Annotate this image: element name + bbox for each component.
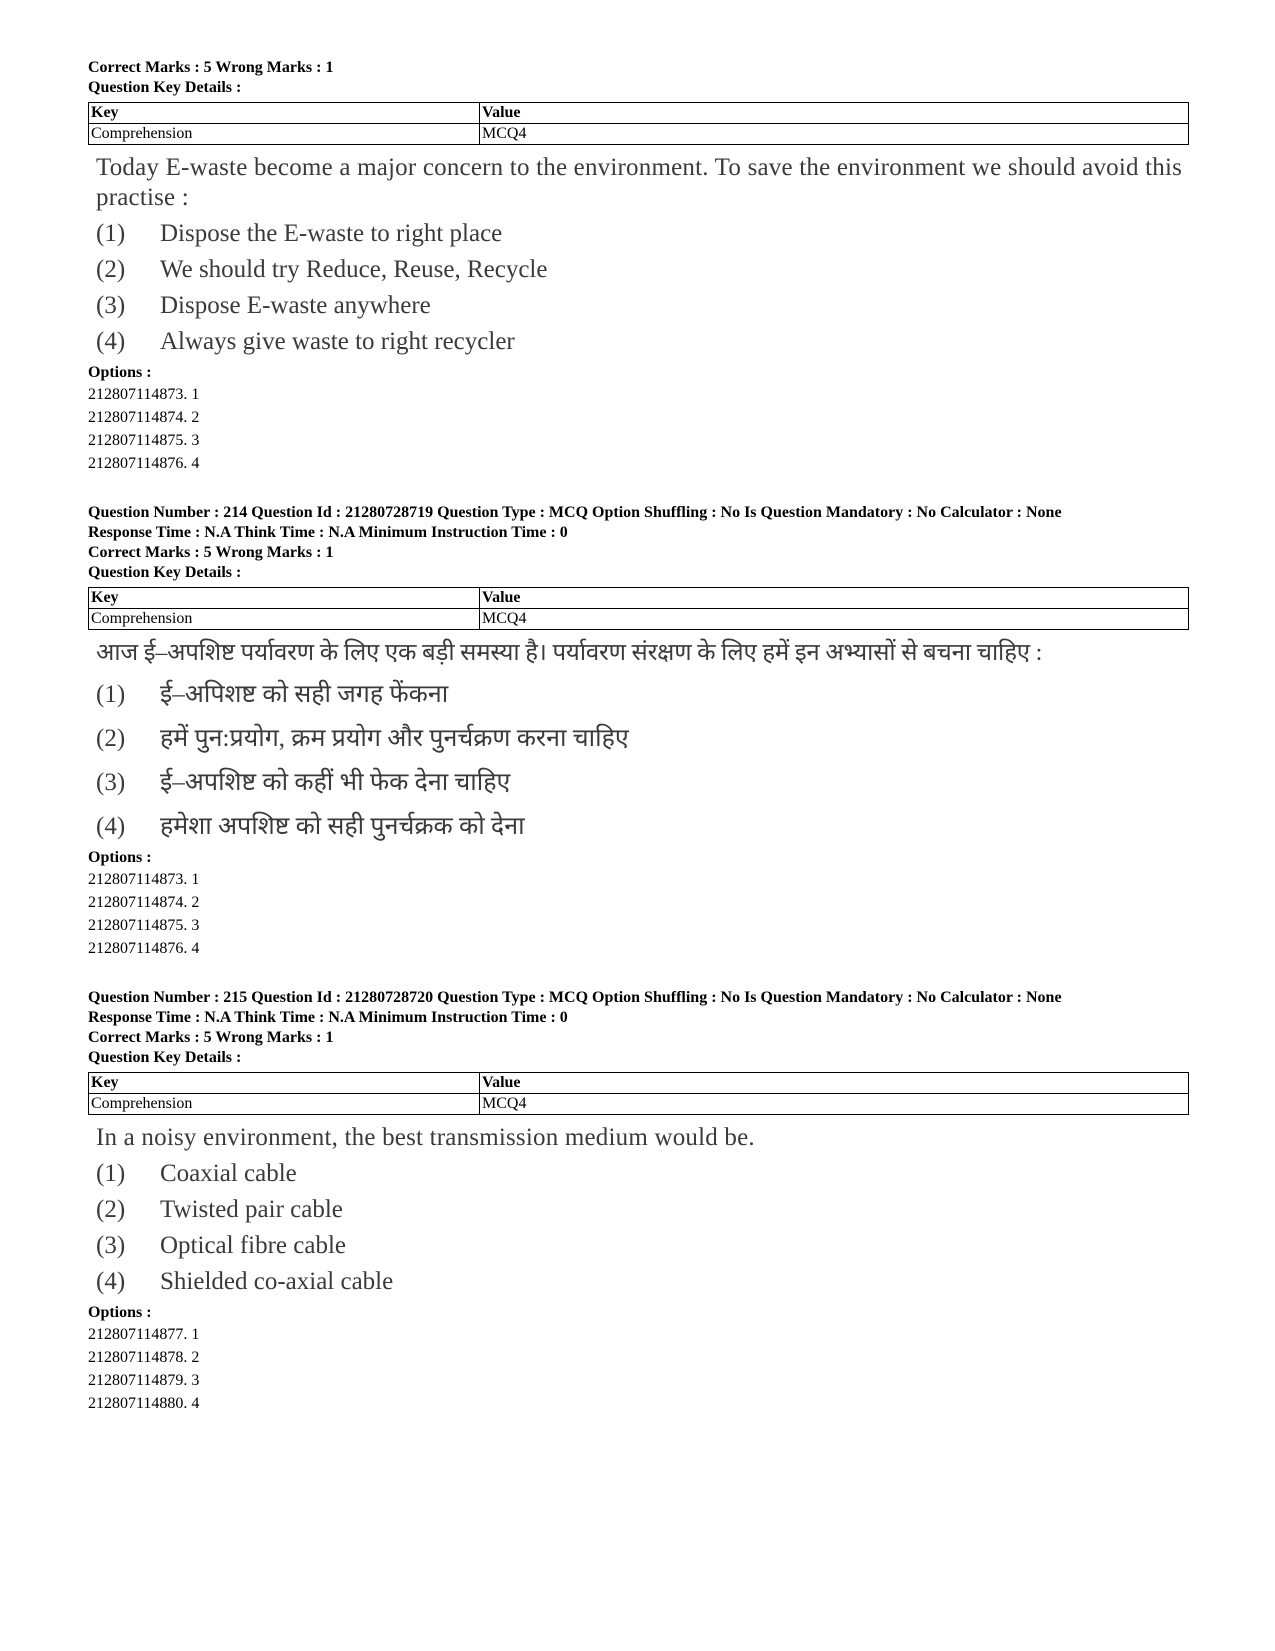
choice-item — [88, 1195, 1188, 1225]
table-header-key: Key — [89, 103, 480, 124]
key-details-label: Question Key Details : — [88, 1049, 242, 1066]
spacer — [88, 475, 1188, 503]
table-cell-key: Comprehension — [89, 1094, 480, 1115]
option-item: 212807114873. 1 — [88, 871, 200, 888]
option-item: 212807114874. 2 — [88, 409, 200, 426]
table-cell-value: MCQ4 — [480, 124, 1189, 145]
choice-number: (4) — [96, 1268, 126, 1295]
document-page — [88, 58, 1188, 1415]
question-image — [88, 153, 1188, 357]
choice-item — [88, 724, 1188, 754]
choice-number: (3) — [96, 769, 126, 796]
table-cell-key: Comprehension — [89, 609, 480, 630]
option-item: 212807114879. 3 — [88, 1372, 200, 1389]
table-row — [89, 124, 1189, 145]
choice-item — [88, 680, 1188, 710]
key-details-table — [88, 1072, 1189, 1115]
choice-text: ई–अपशिष्ट को कहीं भी फेक देना चाहिए — [160, 769, 511, 796]
choice-number: (4) — [96, 813, 126, 840]
table-row — [89, 609, 1189, 630]
marks-line: Correct Marks : 5 Wrong Marks : 1 — [88, 544, 334, 561]
marks-line: Correct Marks : 5 Wrong Marks : 1 — [88, 59, 334, 76]
choice-item — [88, 219, 1188, 249]
choice-text: ई–अपिशष्ट को सही जगह फेंकना — [160, 681, 449, 708]
question-image — [88, 638, 1188, 842]
options-label: Options : — [88, 1304, 152, 1321]
timing-line: Response Time : N.A Think Time : N.A Minimum Instruction Time : 0 — [88, 524, 568, 541]
choice-number: (2) — [96, 1196, 126, 1223]
choice-item — [88, 1231, 1188, 1261]
question-block-215 — [88, 988, 1188, 1415]
key-details-label: Question Key Details : — [88, 79, 242, 96]
choice-text: Optical fibre cable — [160, 1232, 347, 1259]
table-header-row — [89, 1073, 1189, 1094]
marks-line: Correct Marks : 5 Wrong Marks : 1 — [88, 1029, 334, 1046]
key-details-label: Question Key Details : — [88, 564, 242, 581]
choice-item — [88, 327, 1188, 357]
table-header-row — [89, 588, 1189, 609]
timing-line: Response Time : N.A Think Time : N.A Minimum Instruction Time : 0 — [88, 1009, 568, 1026]
choice-number: (2) — [96, 256, 126, 283]
question-block-214 — [88, 503, 1188, 960]
question-stem: In a noisy environment, the best transmission medium would be. — [96, 1124, 755, 1151]
table-header-row — [89, 103, 1189, 124]
table-header-value: Value — [480, 588, 1189, 609]
option-item: 212807114875. 3 — [88, 432, 200, 449]
question-header: Question Number : 214 Question Id : 21280728719 Question Type : MCQ Option Shuffling : No Is Question Mandatory : No Calculator : None — [88, 504, 1062, 521]
choice-number: (3) — [96, 292, 126, 319]
choice-item — [88, 291, 1188, 321]
choice-number: (1) — [96, 681, 126, 708]
table-cell-value: MCQ4 — [480, 1094, 1189, 1115]
choice-text: हमें पुन:प्रयोग, क्रम प्रयोग और पुनर्चक्रण करना चाहिए — [160, 725, 629, 752]
option-item: 212807114874. 2 — [88, 894, 200, 911]
question-header: Question Number : 215 Question Id : 21280728720 Question Type : MCQ Option Shuffling : No Is Question Mandatory : No Calculator : None — [88, 989, 1062, 1006]
question-image — [88, 1123, 1188, 1297]
choice-text: Dispose the E-waste to right place — [160, 220, 503, 247]
choice-item — [88, 1159, 1188, 1189]
option-item: 212807114876. 4 — [88, 455, 200, 472]
choice-number: (1) — [96, 220, 126, 247]
choice-text: Dispose E-waste anywhere — [160, 292, 431, 319]
question-stem: आज ई–अपशिष्ट पर्यावरण के लिए एक बड़ी समस्या है। पर्यावरण संरक्षण के लिए हमें इन अभ्यासों से बचना चाहिए : — [96, 640, 1043, 666]
choice-item — [88, 255, 1188, 285]
options-label: Options : — [88, 849, 152, 866]
choice-item — [88, 1267, 1188, 1297]
table-header-key: Key — [89, 1073, 480, 1094]
option-item: 212807114875. 3 — [88, 917, 200, 934]
choice-text: हमेशा अपशिष्ट को सही पुनर्चक्रक को देना — [160, 813, 525, 840]
key-details-table — [88, 587, 1189, 630]
choice-number: (4) — [96, 328, 126, 355]
choice-number: (3) — [96, 1232, 126, 1259]
option-item: 212807114877. 1 — [88, 1326, 200, 1343]
question-stem: Today E-waste become a major concern to the environment. To save the environment we should avoid this practise : — [96, 154, 1183, 211]
option-item: 212807114876. 4 — [88, 940, 200, 957]
option-item: 212807114873. 1 — [88, 386, 200, 403]
options-label: Options : — [88, 364, 152, 381]
table-cell-value: MCQ4 — [480, 609, 1189, 630]
table-header-value: Value — [480, 1073, 1189, 1094]
key-details-table — [88, 102, 1189, 145]
option-item: 212807114880. 4 — [88, 1395, 200, 1412]
choice-item — [88, 768, 1188, 798]
choice-number: (1) — [96, 1160, 126, 1187]
choice-text: Shielded co-axial cable — [160, 1268, 394, 1295]
option-item: 212807114878. 2 — [88, 1349, 200, 1366]
table-header-key: Key — [89, 588, 480, 609]
choice-text: We should try Reduce, Reuse, Recycle — [160, 256, 548, 283]
table-cell-key: Comprehension — [89, 124, 480, 145]
question-block-213 — [88, 58, 1188, 475]
table-row — [89, 1094, 1189, 1115]
table-header-value: Value — [480, 103, 1189, 124]
choice-item — [88, 812, 1188, 842]
choice-text: Always give waste to right recycler — [160, 328, 515, 355]
spacer — [88, 960, 1188, 988]
choice-text: Twisted pair cable — [160, 1196, 343, 1223]
choice-text: Coaxial cable — [160, 1160, 297, 1187]
choice-number: (2) — [96, 725, 126, 752]
